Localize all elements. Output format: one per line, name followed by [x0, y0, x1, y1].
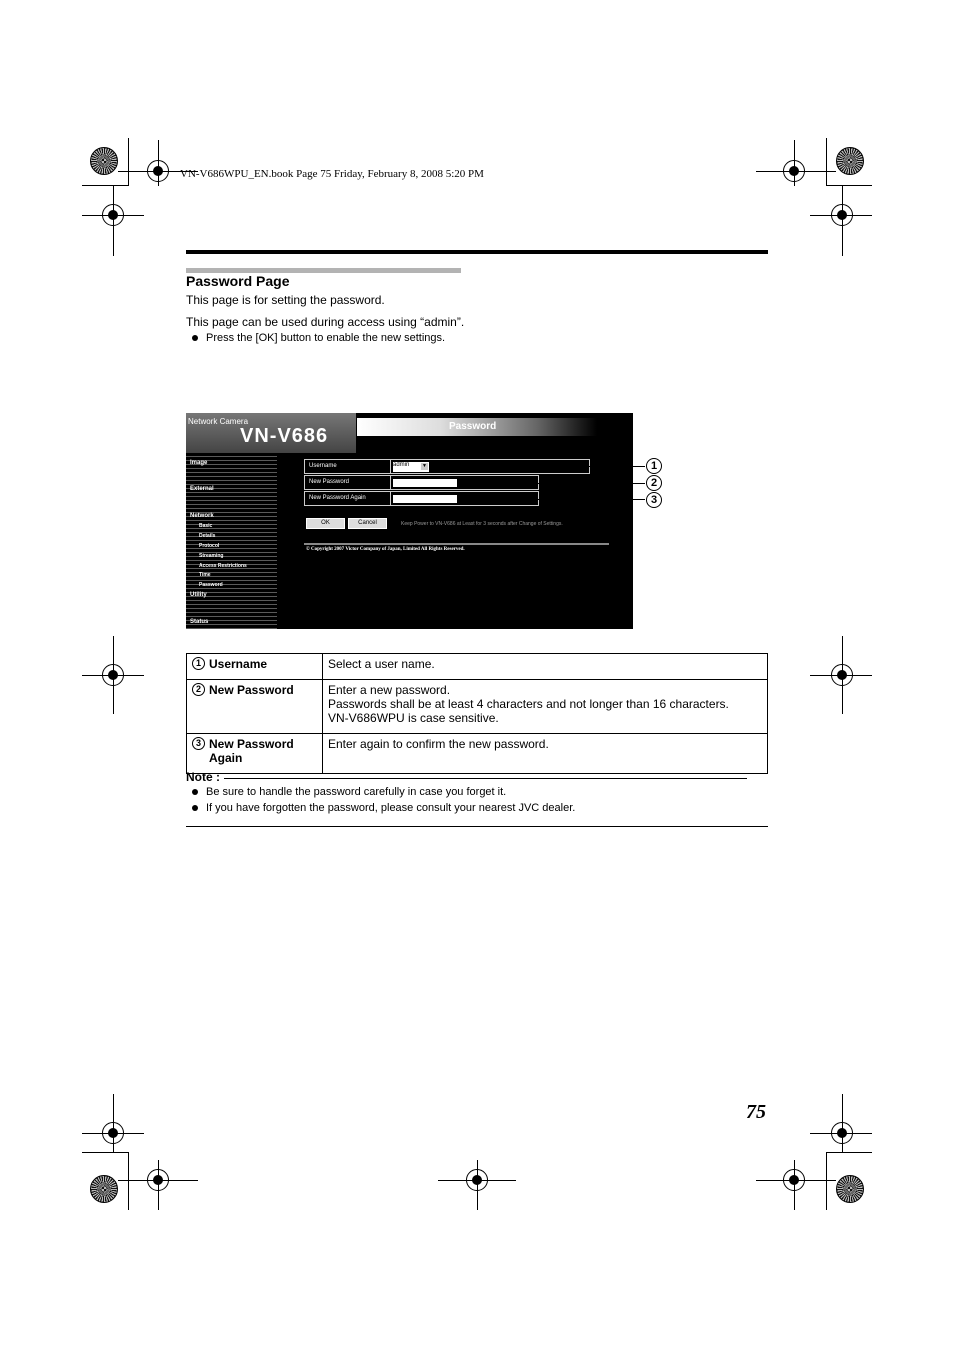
file-info: VN-V686WPU_EN.book Page 75 Friday, February 8, 2008 5:20 PM	[180, 168, 484, 180]
item-label: New Password Again	[209, 737, 294, 765]
sidebar	[186, 453, 277, 629]
intro-text-1: This page is for setting the password.	[186, 293, 385, 307]
intro-text-2: This page can be used during access using “admin”.	[186, 315, 465, 329]
bullet-icon	[192, 789, 198, 795]
note-rule	[224, 778, 747, 779]
cancel-button[interactable]: Cancel	[348, 518, 387, 529]
registration-wheel-icon	[90, 1175, 118, 1203]
nav-item-time[interactable]: Time	[199, 572, 211, 578]
callout-3: 3	[646, 492, 662, 508]
page-header-bar	[357, 418, 597, 436]
settings-table	[186, 653, 768, 774]
nav-item-network[interactable]: Network	[190, 513, 214, 519]
nav-item-streaming[interactable]: Streaming	[199, 553, 224, 559]
note-item: Be sure to handle the password carefully in case you forget it.	[192, 786, 506, 798]
separator	[304, 543, 609, 545]
item-description: Enter a new password.	[328, 683, 451, 697]
new-password-input[interactable]	[393, 479, 457, 487]
username-select[interactable]: admin ▼	[393, 462, 429, 472]
nav-item-password[interactable]: Password	[199, 582, 223, 588]
new-password-again-label: New Password Again	[309, 495, 366, 501]
new-password-row	[304, 475, 539, 490]
note-bottom-rule	[186, 826, 768, 827]
nav-item-protocol[interactable]: Protocol	[199, 543, 220, 549]
nav-item-image[interactable]: Image	[190, 460, 208, 466]
item-description: Enter again to confirm the new password.	[328, 737, 549, 751]
nav-item-details[interactable]: Details	[199, 533, 216, 539]
new-password-again-row	[304, 491, 539, 506]
keep-power-note: Keep Power to VN-V686 at Least for 3 seconds after Change of Settings.	[401, 521, 563, 527]
brand-label: Network Camera	[188, 417, 249, 426]
new-password-label: New Password	[309, 479, 350, 485]
nav-item-access-restrictions[interactable]: Access Restrictions	[199, 563, 247, 569]
page-header-title: Password	[449, 421, 497, 432]
note-label: Note :	[186, 770, 220, 784]
callout-2: 2	[646, 475, 662, 491]
item-label: New Password	[209, 683, 294, 697]
item-number: 1	[192, 657, 205, 670]
item-number: 2	[192, 683, 205, 696]
nav-item-status[interactable]: Status	[190, 619, 209, 625]
item-description: Select a user name.	[328, 657, 435, 671]
dropdown-arrow-icon: ▼	[422, 463, 427, 469]
nav-item-basic[interactable]: Basic	[199, 523, 213, 529]
callout-line-2	[538, 483, 645, 484]
header-rule	[186, 250, 768, 254]
note-item: If you have forgotten the password, please consult your nearest JVC dealer.	[192, 802, 575, 814]
registration-wheel-icon	[836, 1175, 864, 1203]
nav-item-utility[interactable]: Utility	[190, 592, 207, 598]
bullet-icon	[192, 805, 198, 811]
callout-line-3	[538, 499, 645, 500]
table-row	[187, 734, 768, 774]
intro-bullet: Press the [OK] button to enable the new settings.	[192, 332, 445, 344]
password-page-screenshot	[186, 413, 633, 629]
callout-1: 1	[646, 458, 662, 474]
username-label: Username	[309, 463, 337, 469]
ok-button[interactable]: OK	[306, 518, 345, 529]
item-description: Passwords shall be at least 4 characters and not longer than 16 characters.	[328, 697, 729, 711]
table-row	[187, 654, 768, 680]
item-number: 3	[192, 737, 205, 750]
item-description: VN-V686WPU is case sensitive.	[328, 711, 499, 725]
copyright: © Copyright 2007 Victor Company of Japan, Limited All Rights Reserved.	[306, 547, 465, 552]
registration-wheel-icon	[90, 147, 118, 175]
registration-wheel-icon	[836, 147, 864, 175]
model-logo: VN-V686	[240, 425, 329, 447]
section-title: Password Page	[186, 273, 290, 289]
table-row	[187, 680, 768, 734]
page-number: 75	[746, 1101, 766, 1123]
item-label: Username	[209, 657, 268, 671]
nav-item-external[interactable]: External	[190, 486, 214, 492]
bullet-icon	[192, 335, 198, 341]
callout-line-1	[433, 466, 645, 467]
new-password-again-input[interactable]	[393, 495, 457, 503]
